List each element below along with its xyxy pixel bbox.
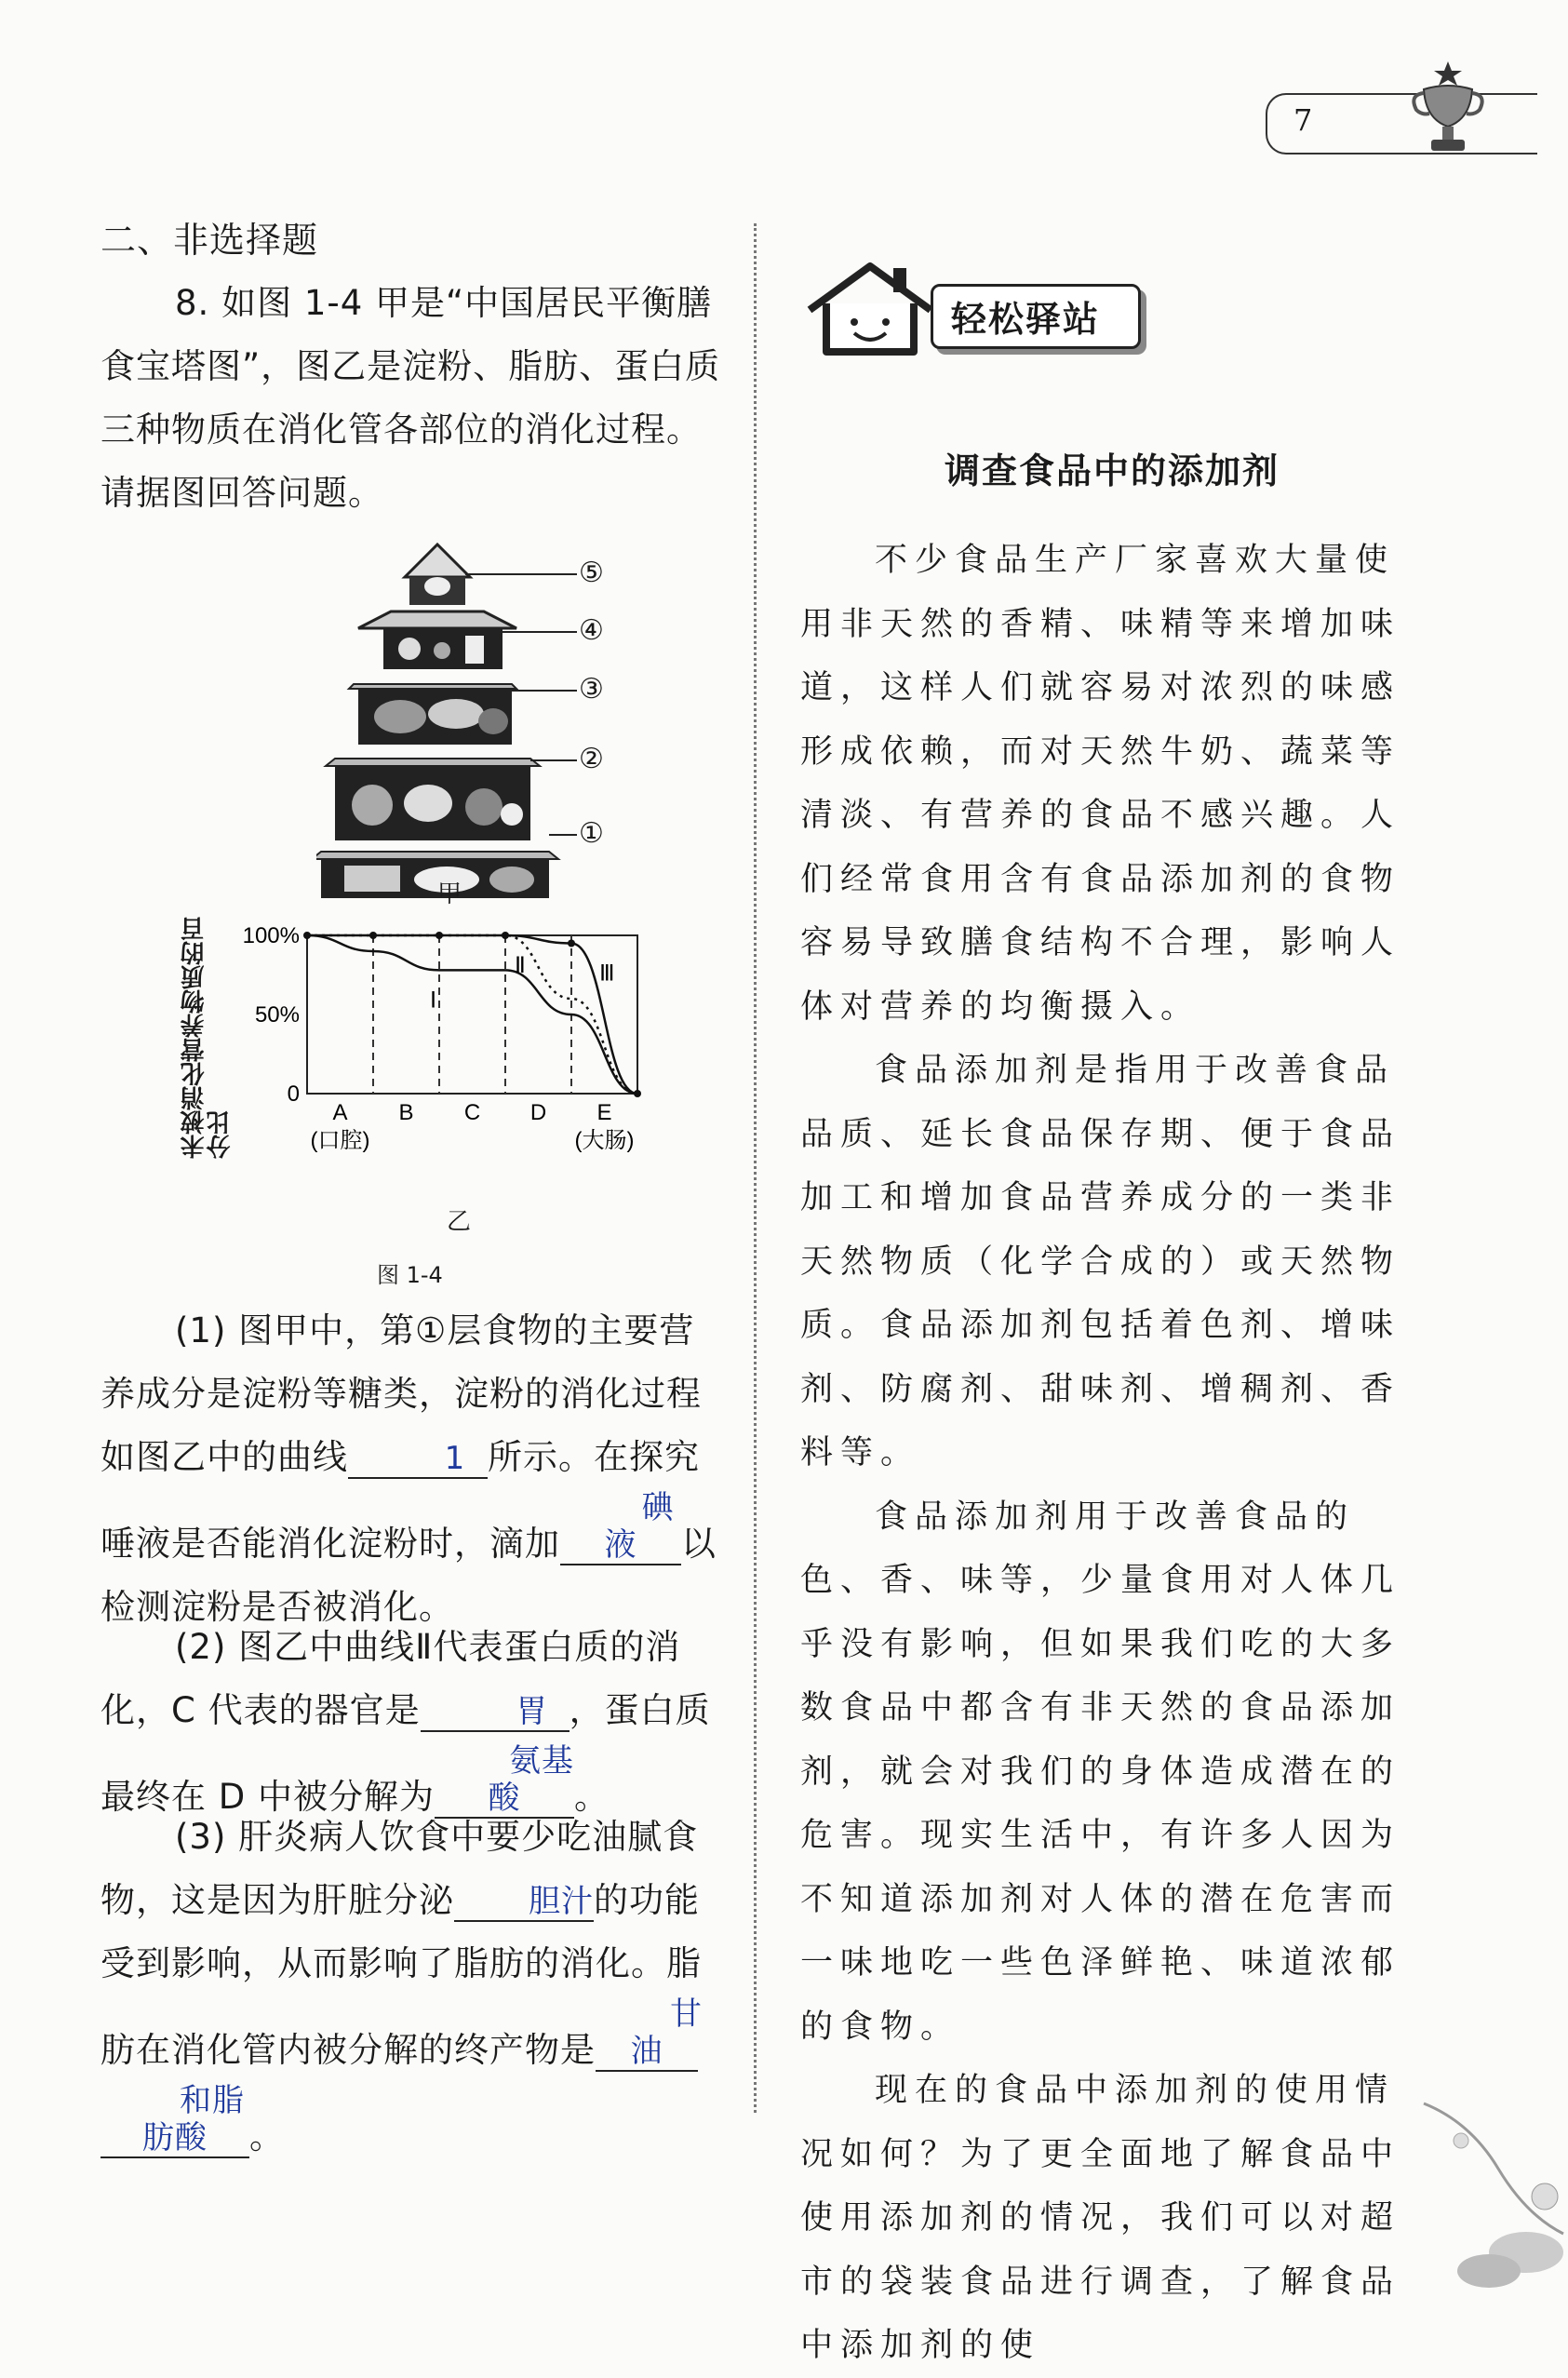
- x-tick-label: D: [529, 1100, 547, 1125]
- question-2: [101, 1616, 724, 1829]
- y-tick-label: 50%: [254, 1002, 300, 1028]
- q1-answer-2: 碘液: [560, 1489, 681, 1565]
- series-point: [303, 932, 311, 939]
- q2-answer-1: 胃: [421, 1693, 570, 1732]
- q3-text-3: 。: [249, 2116, 285, 2156]
- pyramid-caption: 甲: [437, 880, 462, 908]
- q2-text-1: (2) 图乙中曲线Ⅱ代表蛋白质的消化，C 代表的器官是: [101, 1627, 681, 1730]
- series-point: [369, 932, 377, 939]
- q1-answer-1: 1: [348, 1440, 488, 1479]
- series-point: [568, 940, 575, 947]
- article-body: [800, 529, 1422, 2378]
- series-point: [634, 1090, 641, 1097]
- article-paragraph-1: 不少食品生产厂家喜欢大量使用非天然的香精、味精等来增加味道，这样人们就容易对浓烈的味感形成依赖，而对天然牛奶、蔬菜等清淡、有营养的食品不感兴趣。人们经常食用含有食品添加剂的食物容易导致膳食结构不合理，影响人体对营养的均衡摄入。: [800, 542, 1401, 1026]
- x-tick-label: C: [463, 1100, 481, 1125]
- trophy-icon: [1405, 58, 1489, 160]
- chart-ylabel: 未被消化营养物质的百分比: [181, 917, 235, 1159]
- column-divider: [754, 223, 757, 2113]
- q2-text-2: ，蛋白质最终在 D 中被分解为: [101, 1690, 711, 1817]
- q3-answer-1: 胆汁: [454, 1883, 594, 1922]
- series-line-3: [307, 935, 637, 1094]
- x-sublabel: (大肠): [574, 1128, 635, 1153]
- question-intro: 8. 如图 1-4 甲是“中国居民平衡膳食宝塔图”，图乙是淀粉、脂肪、蛋白质三种物质在消化管各部位的消化过程。请据图回答问题。: [101, 283, 721, 513]
- digestion-chart: [233, 907, 661, 1215]
- series-label: Ⅰ: [430, 988, 437, 1014]
- q3-answer-2b: 和脂肪酸: [101, 2082, 249, 2158]
- q2-text-3: 。: [574, 1777, 610, 1817]
- q1-text-2: 所示。在探究唾液是否能消化淀粉时，滴加: [101, 1437, 700, 1564]
- x-tick-label: E: [596, 1100, 612, 1125]
- q3-answer-2a: 甘油: [596, 1995, 698, 2072]
- q1-text-3: 以检测淀粉是否被消化。: [101, 1524, 717, 1627]
- y-tick-label: 0: [287, 1082, 300, 1107]
- q3-text-2: 的功能受到影响，从而影响了脂肪的消化。脂肪在消化管内被分解的终产物是: [101, 1880, 702, 2070]
- article-paragraph-4: 现在的食品中添加剂的使用情况如何？为了更全面地了解食品中使用添加剂的情况，我们可以对超市的袋装食品进行调查，了解食品中添加剂的使: [800, 2072, 1401, 2364]
- q3-text-1: (3) 肝炎病人饮食中要少吃油腻食物，这是因为肝脏分泌: [101, 1817, 699, 1920]
- pyramid-label-2: ②: [579, 743, 604, 775]
- q2-answer-2: 氨基酸: [435, 1742, 574, 1819]
- series-label: Ⅱ: [515, 954, 526, 978]
- q1-text-1: (1) 图甲中，第①层食物的主要营养成分是淀粉等糖类，淀粉的消化过程如图乙中的曲线: [101, 1310, 702, 1477]
- article-title: 调查食品中的添加剂: [945, 450, 1280, 491]
- x-tick-label: A: [332, 1100, 348, 1125]
- flower-decoration: [1414, 2085, 1568, 2296]
- pyramid-label-1: ①: [579, 817, 604, 850]
- series-point: [436, 932, 443, 939]
- pyramid-label-4: ④: [579, 614, 604, 647]
- article-paragraph-3: 食品添加剂用于改善食品的色、香、味等，少量食用对人体几乎没有影响，但如果我们吃的大多数食品中都含有非天然的食品添加剂，就会对我们的身体造成潜在的危害。现实生活中，有许多人因为不知道添加剂对人体的潜在危害而一味地吃一些色泽鲜艳、味道浓郁的食物。: [800, 1498, 1401, 2046]
- badge-label: 轻松驿站: [951, 299, 1101, 340]
- house-smile-icon: [800, 259, 940, 361]
- article-paragraph-2: 食品添加剂是指用于改善食品品质、延长食品保存期、便于食品加工和增加食品营养成分的一类非天然物质（化学合成的）或天然物质。食品添加剂包括着色剂、增味剂、防腐剂、甜味剂、增稠剂、香料等。: [800, 1052, 1401, 1471]
- y-tick-label: 100%: [242, 923, 300, 948]
- pyramid-label-5: ⑤: [579, 557, 604, 589]
- figure-caption: 图 1-4: [377, 1262, 443, 1288]
- page-number: 7: [1293, 102, 1313, 138]
- x-tick-label: B: [398, 1100, 414, 1125]
- series-label: Ⅲ: [599, 961, 615, 987]
- section-title: 二、非选择题: [101, 220, 319, 261]
- chart-caption: 乙: [447, 1208, 472, 1236]
- food-pyramid: [316, 535, 623, 898]
- series-point: [502, 932, 509, 939]
- question-1: [101, 1299, 724, 1639]
- x-sublabel: (口腔): [310, 1128, 370, 1153]
- question-3: [101, 1806, 724, 2169]
- pyramid-label-3: ③: [579, 673, 604, 705]
